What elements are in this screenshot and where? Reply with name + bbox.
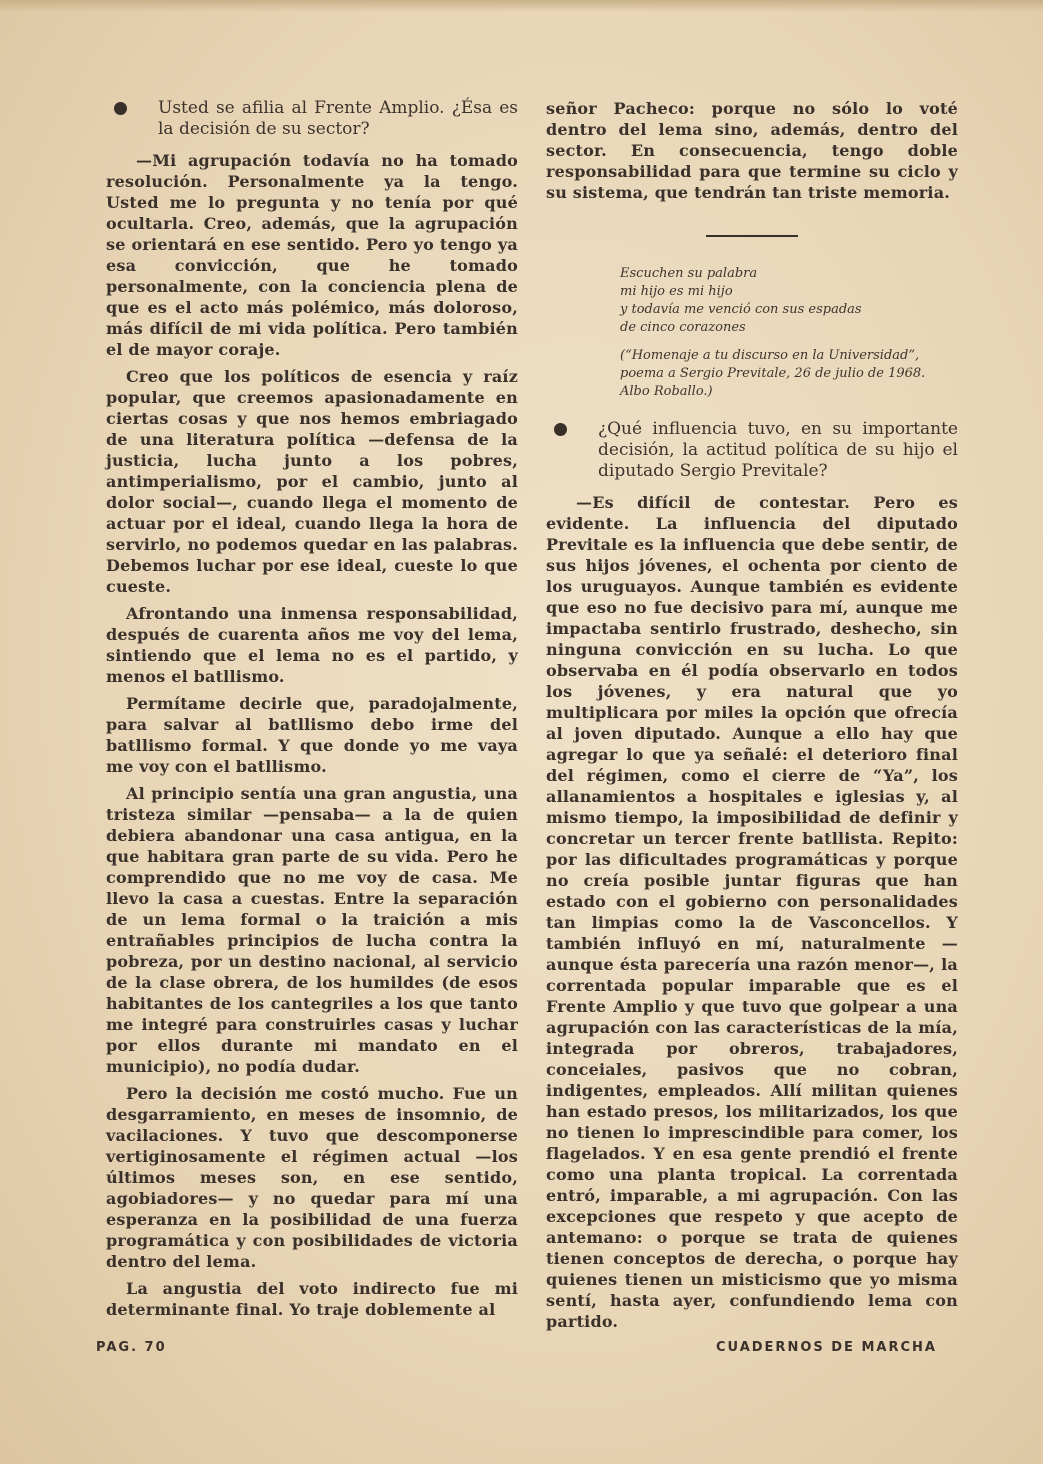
poem-line-3: y todavía me venció con sus espadas	[620, 302, 862, 317]
continuation-paragraph: señor Pacheco: porque no sólo lo voté dentro del lema sino, además, dentro del sector. En consecuencia, tengo doble responsabilidad para que termine su ciclo y su sistema, que tendrán tan triste memoria.	[546, 99, 958, 202]
poem-line-2: mi hijo es mi hijo	[620, 284, 733, 299]
poem-line-1: Escuchen su palabra	[620, 266, 758, 281]
page-number: PAG. 70	[96, 1340, 167, 1355]
poem-line-4: de cinco corazones	[620, 320, 746, 335]
publication-name: CUADERNOS DE MARCHA	[716, 1340, 937, 1355]
right-column	[546, 98, 958, 1338]
answer-paragraph-5: Al principio sentía una gran angustia, una tristeza similar —pensaba— a la de quien debiera abandonar una casa antigua, en la que habitara gran parte de su vida. Pero he comprendido que no me voy de casa. Me llevo la casa a cuestas. Entre la separación de un lema formal o la traición a mis entrañables principios de lucha contra la pobreza, por un destino nacional, al servicio de la clase obrera, de los humildes (de esos habitantes de los cantegriles a los que tanto me integré para construirles casas y luchar por ellos durante mi mandato en el municipio), no podía dudar.	[106, 784, 518, 1076]
answer-paragraph-right: —Es difícil de contestar. Pero es evidente. La influencia del diputado Previtale es la influencia que debe sentir, de sus hijos jóvenes, el ochenta por ciento de los uruguayos. Aunque también es evidente que eso no fue decisivo para mí, aunque me impactaba sentirlo frustrado, deshecho, sin ninguna convicción en su lucha. Lo que observaba en él podía observarlo en todos los jóvenes, y era natural que yo multiplicara por miles la opción que ofrecía al joven diputado. Aunque a ello hay que agregar lo que ya señalé: el deterioro final del régimen, como el cierre de “Ya”, los allanamientos a hospitales e iglesias y, al mismo tiempo, la imposibilidad de definir y concretar un tercer frente batllista. Repito: por las dificultades programáticas y porque no creía posible juntar figuras que han estado con el gobierno con personalidades tan limpias como la de Vasconcellos. Y también influyó en mí, naturalmente —aunque ésta parecería una razón menor—, la correntada popular imparable que es el Frente Amplio y que tuvo que golpear a una agrupación con las características de la mía, integrada por obreros, trabajadores, conceiales, pasivos que no cobran, indigentes, empleados. Allí militan quienes han estado presos, los militarizados, los que no tienen lo imprescindible para comer, los flagelados. Y en esa gente prendió el frente como una planta tropical. La correntada entró, imparable, a mi agrupación. Con las excepciones que respeto y que acepto de antemano: o porque se trata de quienes tienen conceptos de derecha, o porque hay quienes tienen un misticismo que yo misma sentí, hasta ayer, confundiendo lema con partido.	[546, 493, 958, 1331]
answer-paragraph-3: Afrontando una inmensa responsabilidad, después de cuarenta años me voy del lema, sintiendo que el lema no es el partido, y menos el batllismo.	[106, 604, 518, 686]
bullet-icon	[554, 423, 567, 436]
answer-paragraph-6: Pero la decisión me costó mucho. Fue un desgarramiento, en meses de insomnio, de vacilaciones. Y tuvo que descomponerse vertiginosamente el régimen actual —los últimos meses son, en ese sentido, agobiadores— y no quedar para mí una esperanza en la posibilidad de una fuerza programática y con posibilidades de victoria dentro del lema.	[106, 1084, 518, 1271]
answer-paragraph-1: —Mi agrupación todavía no ha tomado resolución. Personalmente ya la tengo. Usted me lo pregunta y no tenía por qué ocultarla. Creo, además, que la agrupación se orientará en ese sentido. Pero yo tengo ya esa convicción, que he tomado personalmente, con la conciencia plena de que es el acto más polémico, más doloroso, más difícil de mi vida política. Pero también el de mayor coraje.	[106, 151, 518, 359]
answer-paragraph-7: La angustia del voto indirecto fue mi determinante final. Yo traje doblemente al	[106, 1279, 518, 1319]
poem-epigraph	[546, 265, 958, 401]
bullet-icon	[114, 102, 127, 115]
question-2-text: ¿Qué influencia tuvo, en su importante decisión, la actitud política de su hijo el diputado Sergio Previtale?	[598, 419, 958, 481]
section-divider	[706, 235, 798, 237]
left-column	[106, 98, 518, 1326]
question-1	[106, 98, 518, 140]
question-2	[546, 419, 958, 482]
page-fold-shadow	[0, 0, 1043, 12]
answer-paragraph-2: Creo que los políticos de esencia y raíz popular, que creemos apasionadamente en ciertas cosas y que nos hemos embriagado de una literatura política —defensa de la justicia, lucha junto a los pobres, antimperialismo, por el cambio, junto al dolor social—, cuando llega el momento de actuar por el ideal, cuando llega la hora de servirlo, no podemos quedar en las palabras. Debemos luchar por ese ideal, cueste lo que cueste.	[106, 367, 518, 596]
question-1-text: Usted se afilia al Frente Amplio. ¿Ésa es la decisión de su sector?	[158, 98, 518, 139]
answer-paragraph-4: Permítame decirle que, paradojalmente, para salvar al batllismo debo irme del batllismo formal. Y que donde yo me vaya me voy con el batllismo.	[106, 694, 518, 776]
poem-citation: (“Homenaje a tu discurso en la Universidad”, poema a Sergio Previtale, 26 de julio de 1968. Albo Roballo.)	[620, 348, 926, 399]
